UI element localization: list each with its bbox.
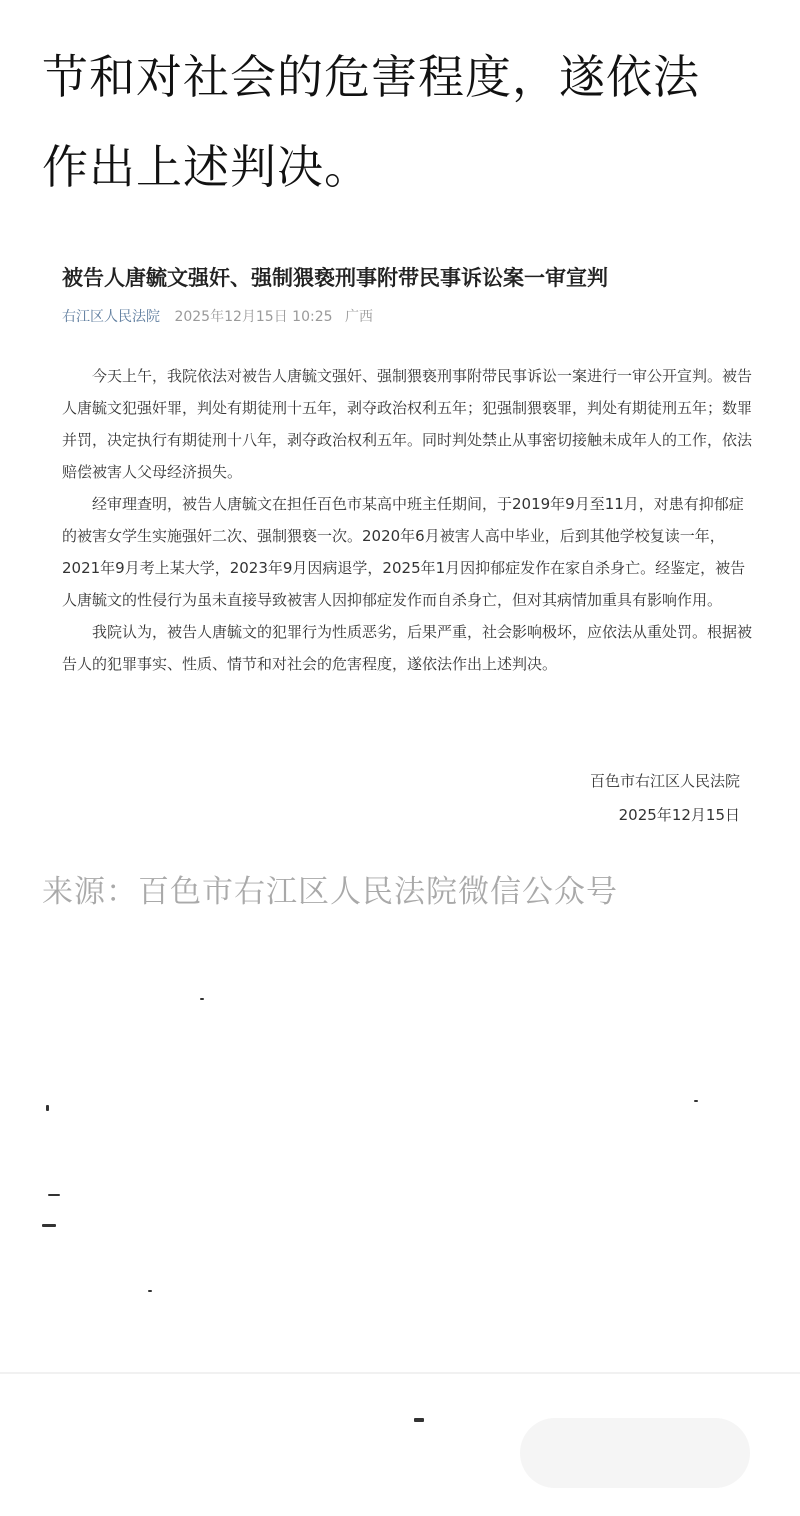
signature-court: 百色市右江区人民法院 (589, 772, 740, 790)
headline-line-2: 作出上述判决。 (42, 140, 371, 194)
signature-block (590, 764, 740, 832)
artifact-speck (414, 1418, 424, 1422)
article-paragraph: 今天上午，我院依法对被告人唐毓文强奸、强制猥亵刑事附带民事诉讼一案进行一审公开宣判。被告人唐毓文犯强奸罪，判处有期徒刑十五年，剥夺政治权利五年；犯强制猥亵罪，判处有期徒刑五年；数罪并罚，决定执行有期徒刑十八年，剥夺政治权利五年。同时判处禁止从事密切接触未成年人的工作，依法赔偿被害人父母经济损失。 (62, 367, 753, 481)
signature-date: 2025年12月15日 (618, 806, 740, 824)
artifact-speck (200, 998, 204, 1000)
article-screenshot (0, 236, 800, 836)
article-meta (62, 306, 373, 326)
article-title: 被告人唐毓文强奸、强制猥亵刑事附带民事诉讼案一审宣判 (62, 266, 608, 290)
divider (0, 1372, 800, 1374)
artifact-speck (46, 1105, 49, 1111)
watermark-logo (520, 1418, 750, 1488)
artifact-speck (42, 1224, 56, 1227)
headline-line-1: 节和对社会的危害程度，遂依法 (42, 50, 700, 104)
artifact-speck (148, 1290, 152, 1292)
artifact-speck (48, 1194, 60, 1196)
article-date: 2025年12月15日 10:25 (174, 309, 333, 325)
article-location: 广西 (344, 309, 373, 325)
article-paragraph: 经审理查明，被告人唐毓文在担任百色市某高中班主任期间，于2019年9月至11月，对患有抑郁症的被害女学生实施强奸二次、强制猥亵一次。2020年6月被害人高中毕业，后到其他学校复读一年，2021年9月考上某大学，2023年9月因病退学，2025年1月因抑郁症发作在家自杀身亡。经鉴定，被告人唐毓文的性侵行为虽未直接导致被害人因抑郁症发作而自杀身亡，但对其病情加重具有影响作用。 (62, 495, 746, 609)
source-note: 来源：百色市右江区人民法院微信公众号 (42, 874, 618, 910)
article-source-link[interactable]: 右江区人民法院 (62, 309, 160, 325)
article-body (62, 360, 752, 680)
artifact-speck (694, 1100, 698, 1102)
article-paragraph: 我院认为，被告人唐毓文的犯罪行为性质恶劣，后果严重，社会影响极坏，应依法从重处罚。根据被告人的犯罪事实、性质、情节和对社会的危害程度，遂依法作出上述判决。 (62, 623, 753, 673)
headline (42, 32, 762, 212)
